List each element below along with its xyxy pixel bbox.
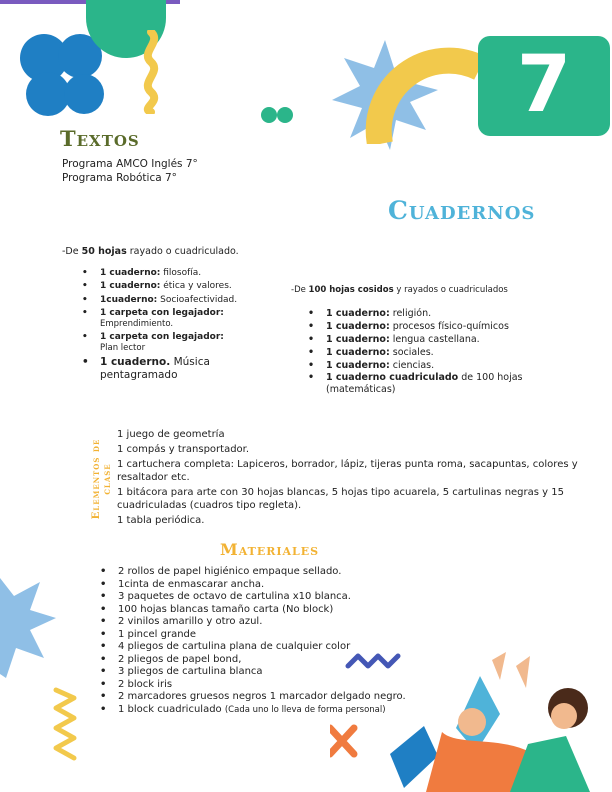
intro-post: rayado o cuadriculado. (126, 246, 239, 257)
item-bold: 1 carpeta con legajador: (100, 331, 224, 342)
item-note: (Cada uno lo lleva de forma personal) (224, 704, 386, 715)
list-item (82, 295, 272, 306)
item-bold: 1 cuaderno: (326, 308, 390, 319)
yellow-arc-decoration (360, 44, 490, 144)
list-item: • 2 block iris (100, 679, 430, 692)
list-item (82, 281, 272, 292)
intro-post: y rayados o cuadriculados (393, 285, 508, 295)
materiales-title: Materiales (220, 540, 320, 559)
item-bold: 1 cuaderno cuadriculado (326, 372, 459, 384)
list-item (82, 268, 272, 279)
list-item: • 3 pliegos de cartulina blanca (100, 666, 430, 679)
textos-line-1: Programa AMCO Inglés 7° (62, 158, 198, 170)
item-text: 1 block cuadriculado (118, 703, 222, 715)
intro-bold: 100 hojas cosidos (308, 285, 394, 295)
item-bold: 1cuaderno: (100, 294, 158, 305)
item-bold: 1 cuaderno: (100, 268, 161, 278)
item-bold: 1 cuaderno: (100, 281, 161, 292)
item-text: sociales. (389, 346, 434, 358)
list-item: • 1 pincel grande (100, 629, 430, 642)
yellow-zigzag-decoration (52, 686, 78, 762)
list-item: 1 bitácora para arte con 30 hojas blancas, 5 hojas tipo acuarela, 5 cartulinas negras y 15 cuadriculadas (cuadros tipo regleta). (117, 487, 564, 511)
intro-pre: -De (62, 246, 82, 257)
cuadernos-intro-100 (291, 285, 508, 295)
cuadernos-title: Cuadernos (388, 196, 536, 225)
cuadernos-right-list (308, 308, 528, 397)
list-item (308, 321, 528, 333)
cuadernos-left-list (82, 268, 272, 384)
list-item: • 2 marcadores gruesos negros 1 marcador delgado negro. (100, 691, 430, 704)
item-text: religión. (389, 308, 432, 319)
item-bold: 1 cuaderno. (100, 355, 171, 368)
list-item (82, 308, 272, 330)
list-item: • 4 pliegos de cartulina plana de cualquier color (100, 641, 430, 654)
item-text: de 100 hojas (matemáticas) (326, 372, 523, 396)
intro-bold: 50 hojas (81, 246, 127, 257)
high-five-illustration (330, 636, 612, 792)
list-item (308, 360, 528, 372)
list-item (308, 308, 528, 320)
blue-burst-left-decoration (0, 578, 56, 688)
item-text: lengua castellana. (389, 333, 480, 345)
list-item (308, 347, 528, 359)
item-text: procesos físico-químicos (389, 320, 509, 332)
elementos-title: Elementos de clase (91, 438, 113, 520)
green-dots-decoration (260, 104, 296, 126)
list-item: 1 cartuchera completa: Lapiceros, borrador, lápiz, tijeras punta roma, sacapuntas, colores y resaltador etc. (117, 459, 578, 483)
elementos-list (117, 428, 607, 529)
list-item: • 1cinta de enmascarar ancha. (100, 579, 430, 592)
grade-badge (478, 36, 610, 136)
item-bold: 1 carpeta con legajador: (100, 307, 224, 318)
list-item: • 2 pliegos de papel bond, (100, 654, 430, 667)
list-item: 1 tabla periódica. (117, 515, 205, 526)
list-item: • 100 hojas blancas tamaño carta (No block) (100, 604, 430, 617)
grade-number: 7 (516, 40, 572, 130)
list-item: • 3 paquetes de octavo de cartulina x10 blanca. (100, 591, 430, 604)
item-text: Música pentagramado (100, 355, 210, 381)
item-sub: Plan lector (100, 342, 146, 353)
elementos-title-vertical (91, 420, 113, 532)
list-item: 1 compás y transportador. (117, 444, 250, 455)
list-item: • 2 rollos de papel higiénico empaque sellado. (100, 566, 430, 579)
item-bold: 1 cuaderno: (326, 333, 390, 345)
list-item: 1 juego de geometría (117, 429, 225, 440)
textos-line-2: Programa Robótica 7° (62, 172, 177, 184)
textos-title: Textos (60, 126, 140, 151)
item-sub: Emprendimiento. (100, 319, 174, 329)
item-bold: 1 cuaderno: (326, 346, 390, 358)
item-text: ética y valores. (160, 281, 232, 292)
list-item (82, 332, 272, 354)
item-text: filosofía. (160, 268, 202, 278)
cuadernos-intro-50 (62, 246, 239, 257)
list-item (82, 356, 272, 382)
list-item (308, 334, 528, 346)
item-text: ciencias. (389, 359, 435, 371)
yellow-squiggle-decoration (140, 30, 162, 114)
list-item (308, 372, 528, 396)
item-bold: 1 cuaderno: (326, 359, 390, 371)
intro-pre: -De (291, 285, 309, 295)
list-item: • 2 vinilos amarillo y otro azul. (100, 616, 430, 629)
item-text: Socioafectividad. (157, 294, 238, 305)
item-bold: 1 cuaderno: (326, 320, 390, 332)
